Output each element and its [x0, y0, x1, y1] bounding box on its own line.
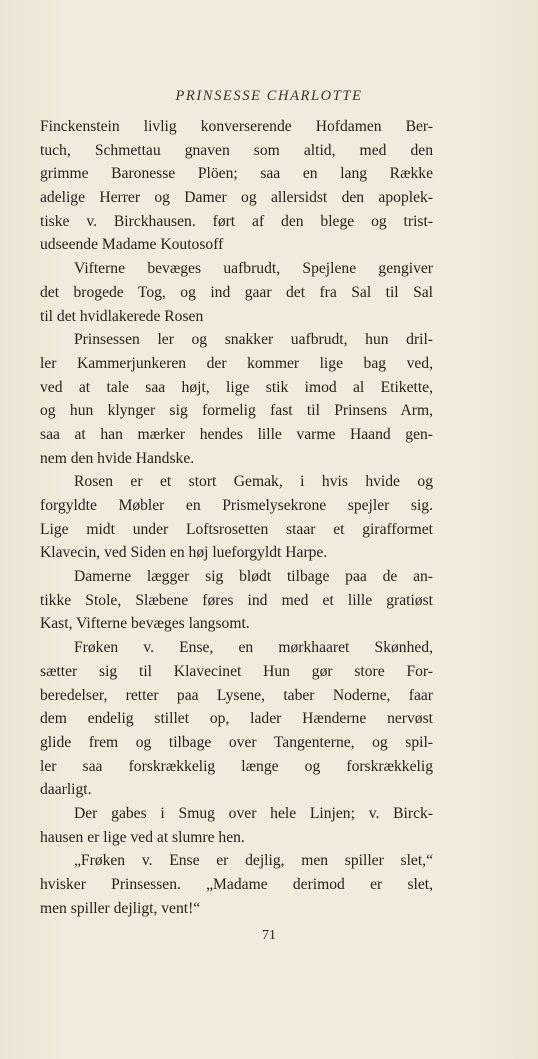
text-line: dem endelig stillet op, lader Hænderne nervøst	[40, 710, 433, 728]
text-line: og hun klynger sig formelig fast til Prinsens Arm,	[40, 402, 433, 420]
text-line: ler saa forskrækkelig længe og forskrækkelig	[40, 757, 433, 775]
text-line: hausen er lige ved at slumre hen.	[40, 828, 245, 846]
text-line: Finckenstein livlig konverserende Hofdamen Ber-	[40, 118, 433, 135]
text-line: sætter sig til Klavecinet Hun gør store For-	[40, 662, 433, 680]
text-line: men spiller dejligt, vent!“	[40, 899, 201, 917]
text-line: udseende Madame Koutosoff	[40, 236, 224, 254]
text-line: forgyldte Møbler en Prismelysekrone spejler sig.	[40, 497, 433, 514]
running-header: PRINSESSE CHARLOTTE	[175, 88, 363, 104]
text-line: ved at tale saa højt, lige stik imod al Etikette,	[40, 378, 433, 396]
text-line: grimme Baronesse Plöen; saa en lang Række	[40, 165, 433, 183]
text-line: Kast, Vifterne bevæges langsomt.	[40, 615, 250, 633]
body-text	[40, 115, 433, 920]
text-line: Prinsessen ler og snakker uafbrudt, hun dril-	[74, 331, 433, 349]
text-line: Klavecin, ved Siden en høj lueforgyldt Harpe.	[40, 544, 328, 562]
text-line: Rosen er et stort Gemak, i hvis hvide og	[74, 473, 433, 491]
text-line: Lige midt under Loftsrosetten staar et girafformet	[40, 520, 433, 538]
text-line: beredelser, retter paa Lysene, taber Noderne, faar	[40, 686, 433, 704]
page-number: 71	[262, 928, 276, 943]
text-line: Vifterne bevæges uafbrudt, Spejlene gengiver	[74, 260, 433, 278]
text-line: saa at han mærker hendes lille varme Haand gen-	[40, 425, 433, 443]
text-line: tuch, Schmettau gnaven som altid, med den	[40, 141, 433, 159]
text-line: ler Kammerjunkeren der kommer lige bag ved,	[40, 354, 433, 372]
text-line: til det hvidlakerede Rosen	[40, 307, 204, 325]
text-line: glide frem og tilbage over Tangenterne, og spil-	[40, 733, 433, 751]
text-line: tikke Stole, Slæbene føres ind med et lille gratiøst	[40, 591, 433, 609]
text-line: „Frøken v. Ense er dejlig, men spiller slet,“	[74, 852, 433, 870]
text-line: adelige Herrer og Damer og allersidst den apoplek-	[40, 189, 433, 207]
text-line: tiske v. Birckhausen. ført af den blege og trist-	[40, 212, 433, 230]
text-line: Frøken v. Ense, en mørkhaaret Skønhed,	[74, 639, 433, 657]
text-line: nem den hvide Handske.	[40, 449, 195, 467]
text-line: Der gabes i Smug over hele Linjen; v. Birck-	[74, 804, 433, 822]
text-line: daarligt.	[40, 781, 92, 799]
text-line: hvisker Prinsessen. „Madame derimod er slet,	[40, 876, 433, 893]
text-line: det brogede Tog, og ind gaar det fra Sal til Sal	[40, 283, 433, 301]
text-line: Damerne lægger sig blødt tilbage paa de an-	[74, 568, 433, 586]
